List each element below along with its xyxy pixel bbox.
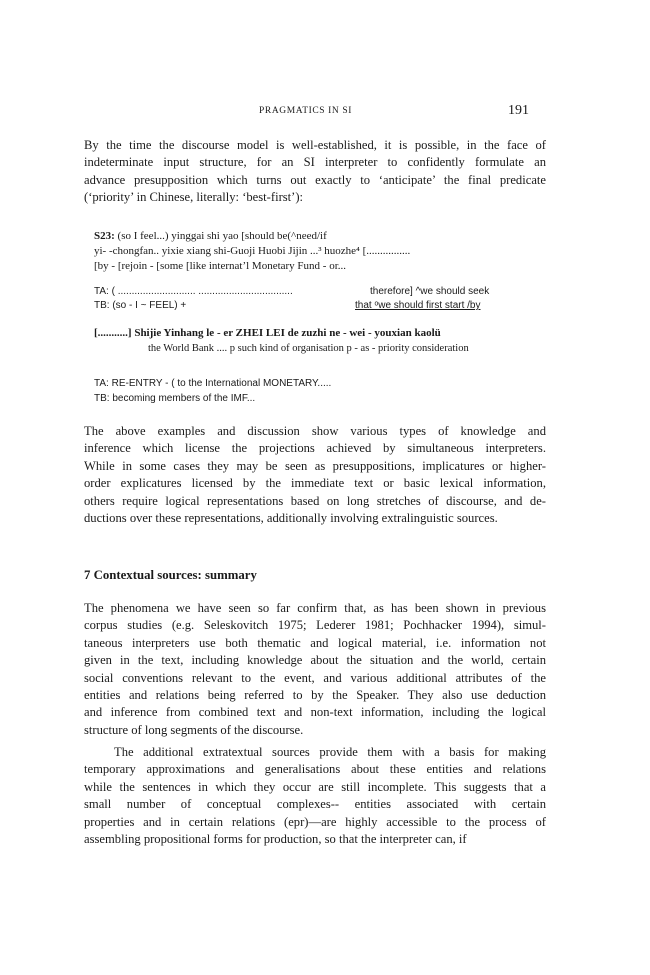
example-text: (so I feel...) yinggai shi yao [should be(^need/if (117, 230, 327, 242)
text-line: (‘priority’ in Chinese, literally: ‘best-first’): (84, 190, 304, 205)
text-line: indeterminate input structure, for an SI interpreter to confidently formulate an (84, 155, 546, 170)
final-paragraph (84, 744, 546, 848)
text-line: While in some cases they may be seen as presuppositions, implicatures or higher- (84, 458, 546, 473)
text-line: properties and in certain relations (epr)—are highly accessible to the process of (84, 814, 546, 829)
text-line: The additional extratextual sources provide them with a basis for making (114, 745, 546, 759)
text-line: inference which license the projections achieved by simultaneous interpreters. (84, 441, 546, 456)
text-line: By the time the discourse model is well-established, it is possible, in the face of (84, 138, 546, 152)
text-line: entities and relations being referred to by the Speaker. They also use deduction (84, 688, 546, 703)
text-line: ductions over these representations, additionally involving extralinguistic sources. (84, 511, 498, 526)
text-line: order explicatures licensed by the immediate text or basic lexical information, (84, 476, 546, 491)
text-line: small number of conceptual complexes-- entities associated with certain (84, 797, 546, 812)
text-line: The phenomena we have seen so far confirm that, as has been shown in previous (84, 601, 546, 615)
page-number: 191 (508, 103, 529, 118)
text-line: advance presupposition which turns out exactly to ‘anticipate’ the final predicate (84, 172, 546, 187)
text-line: corpus studies (e.g. Seleskovitch 1975; Lederer 1981; Pochhacker 1994), simul- (84, 618, 546, 633)
text-line: and inference from combined text and non-text information, including the logical (84, 705, 546, 720)
text-line: while the sentences in which they occur are still incomplete. This suggests that a (84, 779, 546, 794)
text-line: assembling propositional forms for production, so that the interpreter can, if (84, 832, 467, 847)
intro-paragraph (84, 137, 546, 207)
example-tb-right: that ᵒwe should first start /by (355, 300, 481, 311)
example-label: S23: (94, 230, 115, 242)
example-ta-right: therefore] ^we should seek (370, 286, 490, 297)
text-line: social conventions relevant to the event, and various additional attributes of the (84, 670, 546, 685)
summary-paragraph (84, 600, 546, 739)
running-head: PRAGMATICS IN SI (259, 106, 353, 116)
example-tb-becoming: TB: becoming members of the IMF... (94, 393, 256, 404)
text-line: structure of long segments of the discourse. (84, 722, 304, 737)
section-heading: 7 Contextual sources: summary (84, 568, 257, 582)
text-line: given in the text, including knowledge about the situation and the world, certain (84, 653, 546, 668)
example-ta-reentry: TA: RE-ENTRY - ( to the International MONETARY..... (94, 378, 332, 389)
discussion-paragraph (84, 423, 546, 527)
example-line-2: yi- -chongfan.. yixie xiang shi-Guoji Huobi Jijin ...³ huozhe⁴ [................ (94, 245, 411, 257)
text-line: The above examples and discussion show various types of knowledge and (84, 424, 546, 438)
example-ta-line: TA: ( ............................ .................................. (94, 286, 293, 297)
example-tb-line: TB: (so - I ~ FEEL) + (94, 300, 187, 311)
text-line: temporary approximations and generalisations about these entities and relations (84, 762, 546, 777)
text-line: taneous interpreters use both thematic and logical material, i.e. information not (84, 635, 546, 650)
example-line-1 (94, 230, 327, 242)
example-line-7: the World Bank .... p such kind of organisation p - as - priority consideration (148, 343, 469, 354)
example-line-6: [...........] Shijie Yinhang le - er ZHEI LEI de zuzhi ne - wei - youxian kaolü (94, 327, 441, 339)
example-line-3: [by - [rejoin - [some [like internat’l Monetary Fund - or... (94, 260, 347, 272)
text-line: others require logical representations based on long stretches of discourse, and de- (84, 493, 546, 508)
